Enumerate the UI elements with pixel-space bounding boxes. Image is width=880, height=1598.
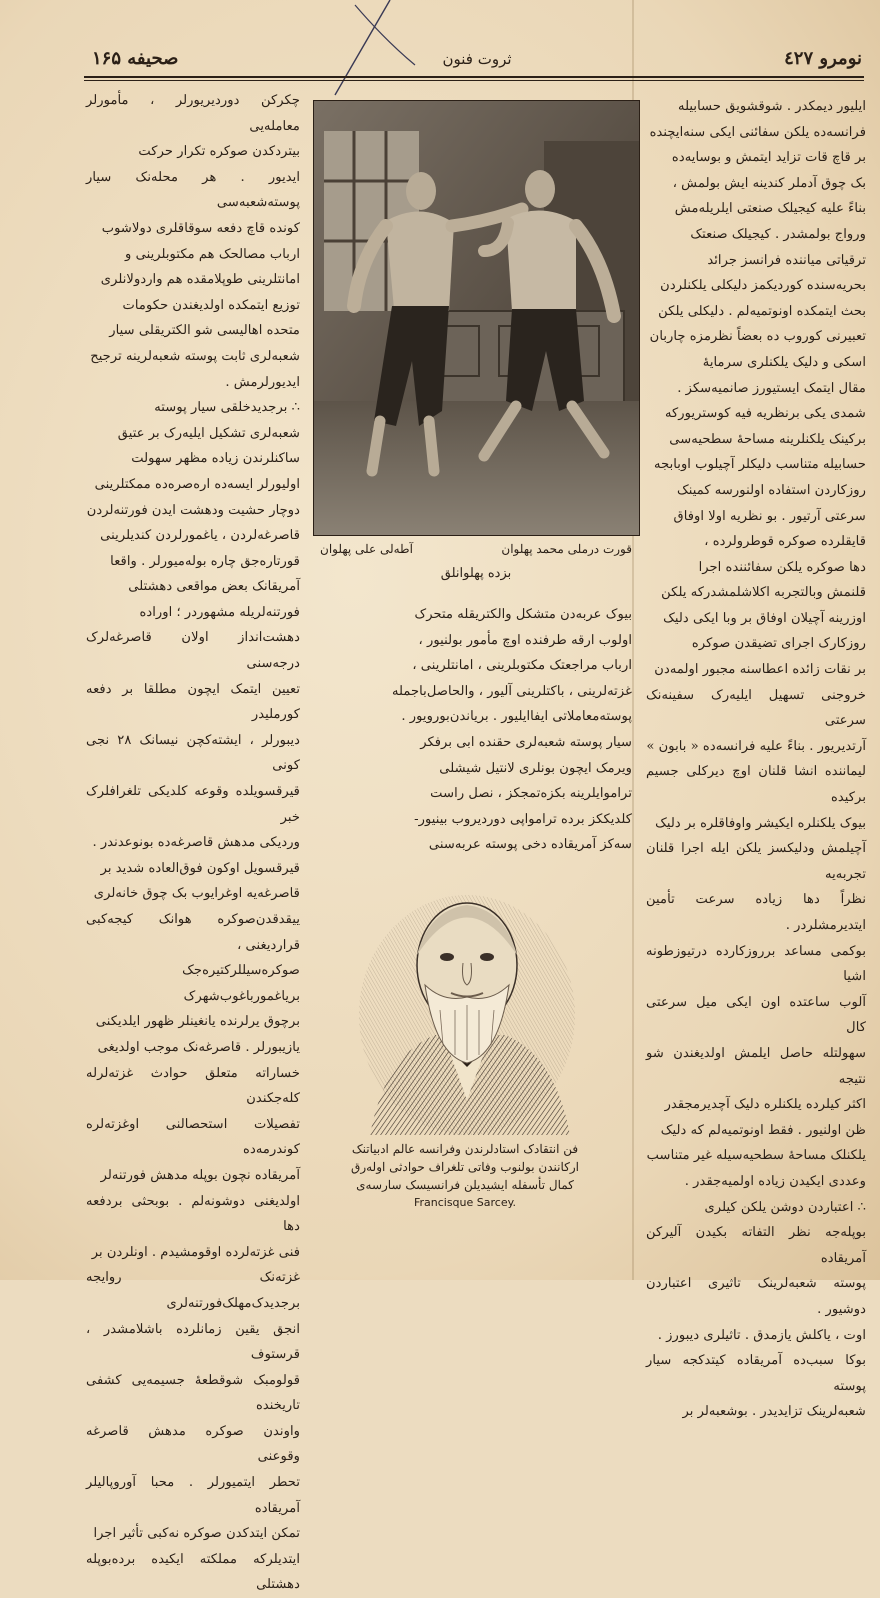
text-line: اکثر کیلرده یلکنلره دلیک آچدیرمجقدر: [664, 1097, 866, 1113]
text-line: اولدیغنی دوشونه‌لم . بوبحثی بردفعه دها: [86, 1193, 300, 1235]
text-line: سیار پوسته شعبه‌لری حقنده ابی برفکر: [420, 734, 632, 750]
header-rule: [84, 76, 864, 78]
text-line: ترقیاتی میاننده فرانسز جرائد: [707, 252, 866, 268]
text-line: یازیبورلر . قاصرغه‌نک موجب اولدیغی: [97, 1039, 300, 1055]
text-line: وعددی ایکیدن زیاده اولمیه‌جقدر .: [684, 1173, 866, 1189]
text-line: بحث ایتمکده اونوتمیه‌لم . دلیکلی یلکن: [658, 303, 866, 319]
text-line: ایلیور دیمکدر . شوقشویق حسابیله: [678, 99, 866, 114]
text-line: روزکارک اجرای تضیقدن صوکره: [691, 636, 866, 652]
text-column-left: [86, 88, 300, 1598]
portrait-name-latin: Francisque Sarcey.: [413, 1196, 517, 1209]
caption-left-wrestler: آطه‌لی علی پهلوان: [320, 542, 413, 556]
text-line: توزیع ایتمکده اولدیغندن حکومات: [122, 297, 300, 313]
text-line: کلدیککز برده ترامواپی دوردیروب بینیور-: [414, 811, 632, 827]
text-line: شعبه‌لرینک تزایدیدر . بوشعبه‌لر بر: [682, 1404, 866, 1420]
portrait-caption-line-1: فن انتقادک استادلرندن وفرانسه عالم ادبیاتنک: [351, 1142, 579, 1156]
journal-title: ثروت فنون: [442, 50, 512, 68]
text-line: بیوک عربه‌دن متشکل والکتریقله متحرک: [414, 607, 632, 622]
text-line: شعبه‌لری تشکیل ایلیه‌رک بر عتیق: [117, 425, 300, 441]
text-line: دیبورلر ، ایشته‌کچن نیسانک ۲۸ نجی کونی: [86, 732, 300, 774]
text-line: صوکره‌سیللرکتیره‌جک بریاغمورباغوب‌شهرک: [182, 963, 300, 1004]
text-line: بحریه‌سنده کوردیکمز دلیکلی یلکنلردن: [660, 278, 866, 294]
text-line: آلوب ساعتده اون ایکی میل سرعتی کال: [646, 994, 866, 1036]
text-line: قایقلرده صوکره قوطرولرده ،: [704, 534, 866, 550]
portrait-caption-line-3: کمال تأسفله ایشیدیلن فرانسیسک سارسه‌ی: [356, 1178, 574, 1192]
text-line: چکرکن دوردیریورلر ، مأمورلر معامله‌یی: [86, 93, 300, 134]
text-line: برچوق یرلرنده یانغینلر ظهور ایلدیکنی: [95, 1014, 300, 1030]
text-line: وردیکی مدهش قاصرغه‌ده بونوعدندر .: [92, 835, 300, 851]
text-line: پوسته‌معاملاتی ایفاایلیور . بریاندن‌بورویور .: [401, 709, 632, 725]
text-line: ییقدقدن‌صوکره هوانک کیجه‌کبی قرارديغنی ،: [86, 912, 300, 953]
text-line: ∴ برجدیدخلقی سیار پوسته: [154, 400, 300, 416]
caption-right-wrestler: قورت درملی محمد پهلوان: [501, 542, 632, 556]
text-line: اوزرینه آچیلان اوفاق بر وبا ایکی دلیک: [663, 610, 866, 626]
wrestlers-photograph: [313, 100, 640, 536]
text-line: ایدیور . هر محله‌نک سیار پوسته‌شعبه‌سی: [86, 169, 300, 211]
text-line: ساکنلرندن زیاده مظهر سهولت: [131, 451, 300, 467]
text-line: شعبه‌لری ثابت پوسته شعبه‌لرینه ترجیح: [90, 348, 300, 364]
text-line: متحده اهالیسی شو الکتریقلی سیار: [109, 323, 300, 339]
text-line: قیرقسویل اوکون فوق‌العاده شدید بر: [100, 860, 300, 876]
text-line: بک چوق آدملر کندینه ایش بولمش ،: [672, 175, 866, 191]
text-line: خروجنی تسهیل ایلیه‌رک سفینه‌نک سرعتی: [646, 687, 866, 729]
text-line: دهشت‌انداز اولان قاصرغه‌لرک درجه‌سنی: [86, 630, 300, 672]
text-line: بوکمی مساعد برروزکارده درتیوزطونه اشیا: [646, 943, 866, 985]
text-line: قولومبک شوقطعهٔ جسیمه‌یی کشفی تاریخنده: [86, 1372, 300, 1414]
text-line: ارباب مراجعتک مکتوبلرینی ، امانتلرینی ،: [412, 658, 632, 674]
text-line: ویرمک ایچون بونلری لانتیل شیشلی: [439, 760, 632, 776]
text-line: دوچار حشیت ودهشت ایدن فورتنه‌لردن: [86, 502, 300, 518]
text-line: تمکن ایتدکدن صوکره نه‌کبی تأثیر اجرا: [93, 1526, 300, 1542]
text-line: فرانسه‌ده یلکن سفائنی ایکی سنه‌ایچنده: [649, 124, 866, 140]
text-line: آمریقاده نچون بوپله مدهش فورتنه‌لر: [100, 1167, 300, 1183]
text-line: بیوک یلکنلره ایکیشر واوفاقلره بر دلیک: [655, 815, 866, 831]
text-line: اسکی و دلیک یلکنلری سرمایه‌ٔ: [702, 354, 866, 370]
text-line: حسابیله متناسب دلیکلر آچیلوب اوبابجه: [654, 457, 866, 473]
text-line: آرتدیریور . بناءً علیه فرانسه‌ده « بابون »: [646, 738, 866, 754]
text-line: آچیلمش ودلیکسز یلکن ایله اجرا قلنان تجربه‌یه: [646, 841, 866, 882]
text-line: اولیورلر ایسه‌ده اره‌صره‌ده ممکتلرینی: [94, 476, 300, 492]
text-line: لیماننده انشا قلنان اوچ دیرکلی جسیم برکیده: [646, 764, 866, 806]
text-column-right: [646, 94, 866, 1425]
text-line: بناءً علیه کیجیلک صنعتی ایلریله‌مش: [674, 201, 866, 217]
text-line: مقال ایتمک ایستیورز صانمیه‌سکز .: [677, 380, 866, 396]
text-line: ظن اولنیور . فقط اونوتمیه‌لم که دلیک: [660, 1122, 866, 1138]
text-line: غزته‌نک روایجه برجدیدک‌مهلک‌فورتنه‌لری: [86, 1270, 300, 1311]
text-line: اولوب ارقه طرفنده اوچ مأمور بولنیور ،: [418, 632, 632, 648]
text-line: قاصرغه‌لردن ، یاغمورلردن کندیلرینی: [100, 528, 300, 544]
text-line: قورتاره‌جق چاره بوله‌میورلر . واقعا: [110, 553, 300, 569]
sarcey-portrait-engraving: [355, 885, 580, 1135]
photo-caption-title: بزده پهلوانلق: [440, 566, 512, 581]
page-number: صحیفه ۱۶۵: [92, 48, 179, 69]
text-line: قاصرغه‌یه اوغرایوب بک چوق خانه‌لری: [93, 886, 300, 902]
text-line: تعیین ایتمک ایچون مطلقا بر دفعه کورملیدر: [86, 681, 300, 723]
text-line: فورتنه‌لریله مشهوردر ؛ اوراده: [139, 604, 300, 620]
text-line: بوکا سبب‌ده آمریقاده کیتدکجه سیار پوسته: [646, 1353, 866, 1394]
text-line: دها صوکره یلکن سفائننده اجرا: [698, 559, 866, 575]
text-line: بر نقات زائده اعطاسنه مجبور اولمه‌دن: [654, 662, 866, 678]
text-line: انجق یقین زمانلرده باشلامشدر ، قرستوف: [86, 1321, 300, 1363]
text-line: شمدی یکی برنظریه فیه کوستریورکه: [664, 406, 866, 422]
portrait-caption-line-2: ارکانندن بولنوب وفاتی تلغراف حوادثی اوله‌رق: [351, 1160, 579, 1174]
text-line: تفصیلات استحصالنی اوغزته‌لره کوندرمه‌ده: [86, 1116, 300, 1158]
text-line: سرعتی آرتیور . بو نظریه اولا اوفاق: [673, 508, 866, 524]
text-line: ایدیورلرمش .: [225, 374, 300, 390]
text-line: کونده قاچ دفعه سوقاقلری دولاشوب: [101, 220, 300, 236]
page-header: [92, 48, 862, 76]
text-line: خساراته متعلق حوادث غزته‌لرله کله‌جکندن: [86, 1065, 300, 1107]
text-line: پوسته شعبه‌لرینک تاثیری اعتباردن دوشیور .: [646, 1276, 866, 1317]
text-line: بر قاچ قات تزاید ایتمش و بوسایه‌ده: [671, 150, 866, 166]
text-line: تعبیرنی کوروب ده بعضاً نظرمزه چاربان: [649, 329, 866, 345]
text-line: قلنمش وبالتجربه اکلاشلمشدرکه یلکن: [661, 585, 866, 601]
text-line: واوندن صوکره مدهش قاصرغه وقوعنی: [86, 1423, 300, 1465]
text-line: سهولتله حاصل ایلمش اولدیغندن شو نتیجه: [646, 1045, 866, 1087]
text-line: امانتلرینی طوپلامقده هم واردولانلری: [100, 272, 300, 288]
text-line: تراموایلرینه بکزه‌تمجکز ، نصل راست: [430, 786, 632, 802]
text-line: سه‌کز آمریقاده دخی پوسته عربه‌سنی: [428, 837, 632, 853]
text-line: تحطر ایتمیورلر . محبا آوروپالیلر آمریقاده: [86, 1475, 300, 1516]
text-line: بیتردکدن صوکره تکرار حرکت: [138, 144, 300, 160]
text-line: ارباب مصالحک هم مکتوبلرینی و: [125, 246, 300, 262]
text-line: آمریقانک بعض مواقعی دهشتلی: [128, 579, 300, 595]
text-line: فنی غزته‌لرده اوقومشیدم . اونلردن بر: [91, 1244, 300, 1260]
text-line: قیرقسویلده وقوعه کلدیکی تلغرافلرک خبر: [86, 784, 300, 825]
text-line: غزته‌لرینی ، باکتلرینی آلیور ، والحاصل‌باجمله: [391, 683, 632, 699]
text-line: ورواج بولمشدر . کیجیلک صنعتک: [690, 226, 866, 242]
header-rule-thin: [84, 80, 864, 81]
text-column-middle: [316, 602, 632, 858]
text-line: ∴ اعتباردن دوشن یلکن کیلری: [704, 1199, 866, 1215]
text-line: اوت ، یاکلش یازمدق . تاثیلری دیبورز .: [657, 1327, 866, 1343]
text-line: بوپله‌جه نظر التفاته بکیدن آلیرکن آمریقاده: [646, 1225, 866, 1266]
text-line: برکینک یلکنلرینه مساحه‌ٔ سطحیه‌سی: [669, 431, 866, 447]
text-line: روزکاردن استفاده اولنورسه کمینک: [676, 482, 866, 498]
text-line: ایتدیلرکه مملکته ایکیده برده‌بوپله دهشتلی: [86, 1551, 300, 1593]
text-line: یلکنلک مساحه‌ٔ سطحیه‌سیله غیر متناسب: [646, 1148, 866, 1164]
issue-number: نومرو ٤٢٧: [784, 48, 862, 69]
text-line: نظراً دها زیاده سرعت تأمین ایتدیرمشلردر .: [646, 892, 866, 933]
